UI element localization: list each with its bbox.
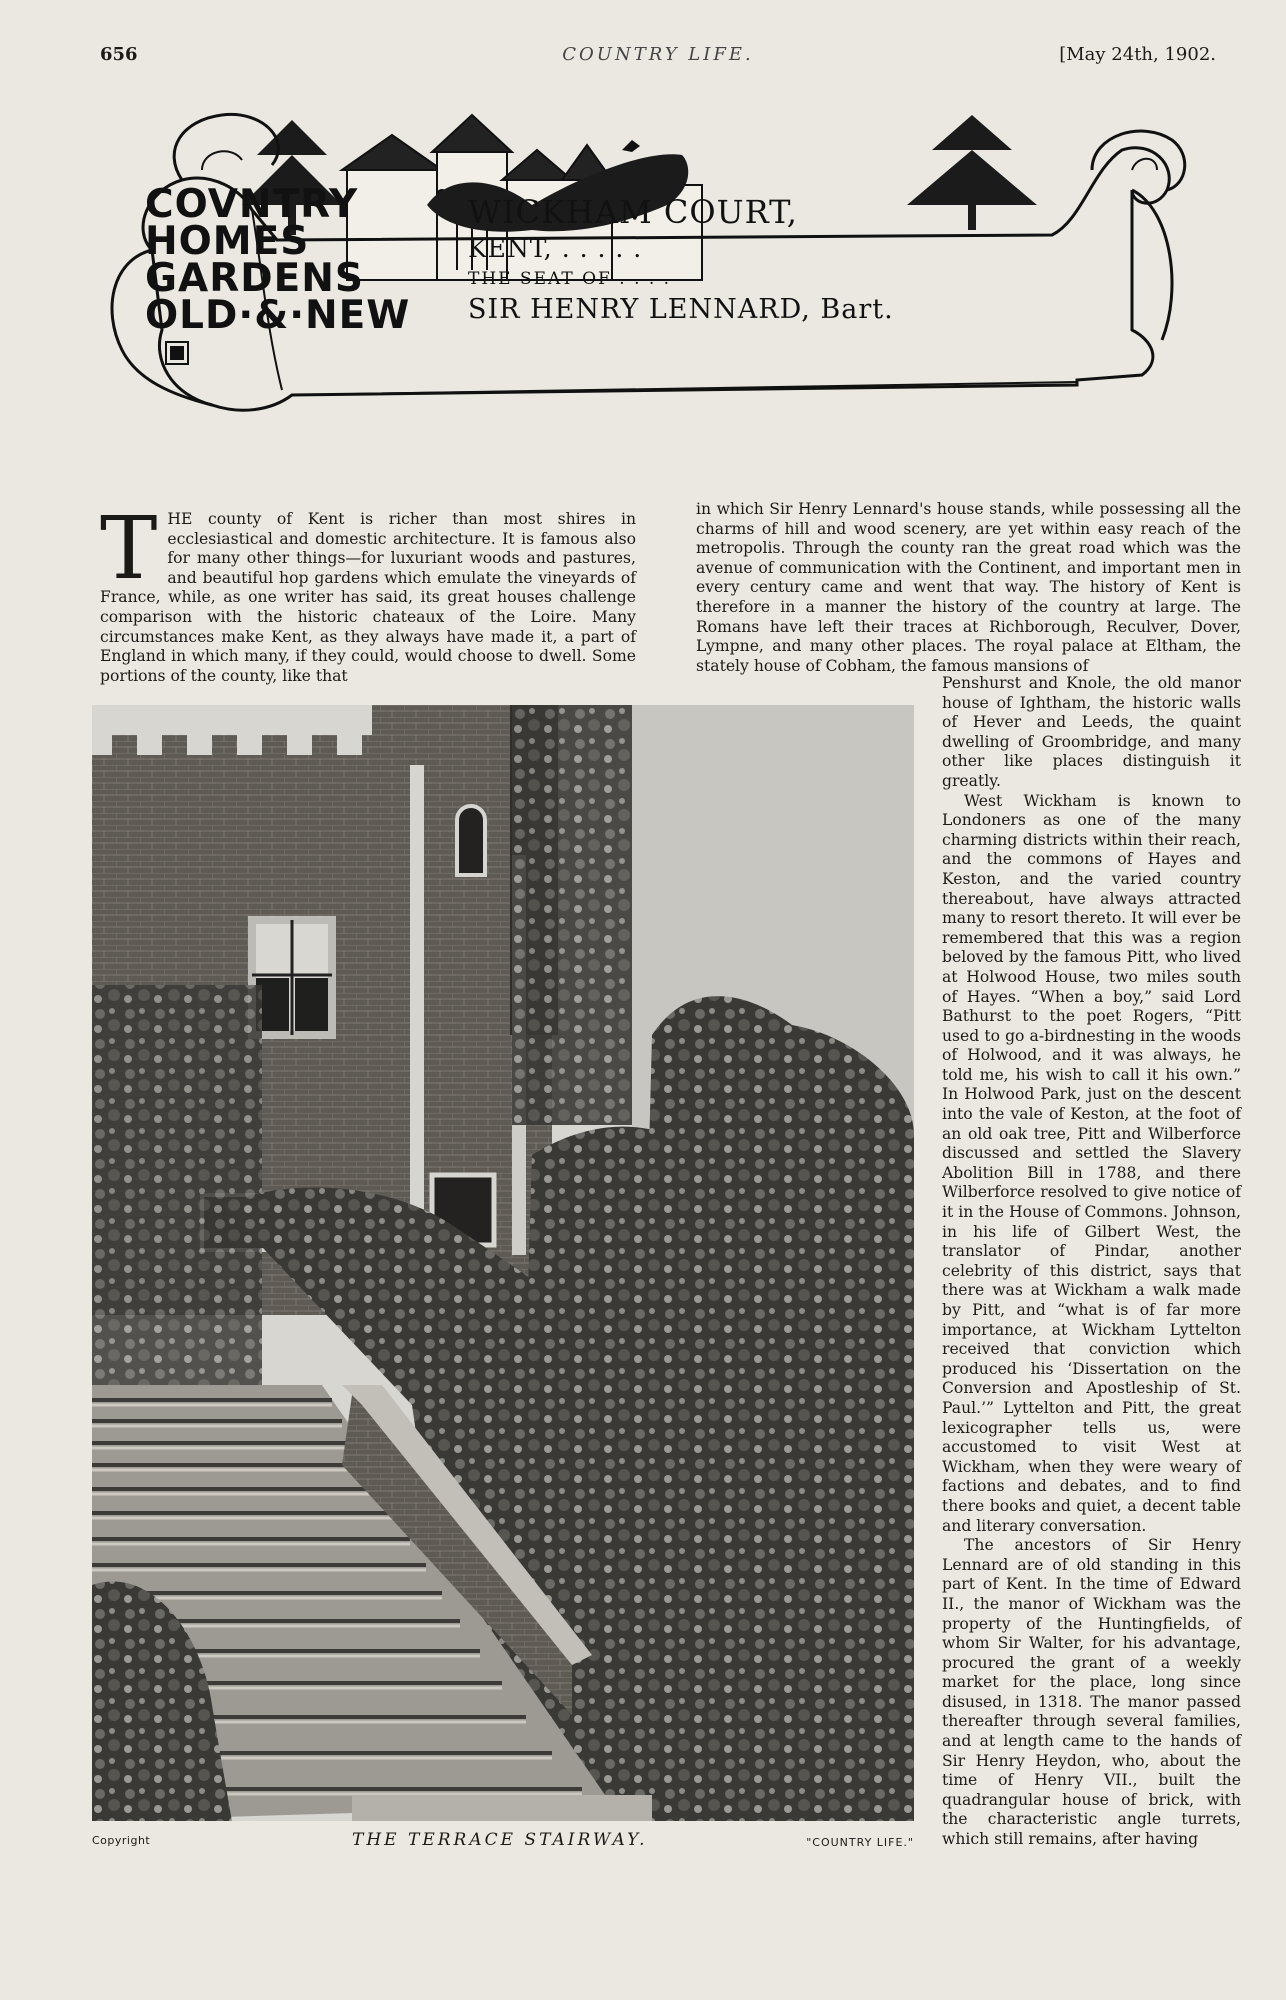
- magazine-title: COUNTRY LIFE.: [562, 44, 754, 65]
- paragraph: The ancestors of Sir Henry Lennard are of old standing in this part of Kent. In the time of Edward II., the manor of Wickham was the property of the Huntingfields, of whom Sir Walter, for his advantage, procured the grant of a weekly market for the place, long since disused, in 1318. The manor passed thereafter through several families, and at length came to the hands of Sir Henry Heydon, who, about the time of Henry VII., built the quadrangular house of brick, with the characteristic angle turrets, which still remains, after having: [942, 1536, 1241, 1849]
- paragraph: in which Sir Henry Lennard's house stands, while possessing all the charms of hill and wood scenery, are yet within easy reach of the metropolis. Through the county ran the great road which was the avenue of communication with the Continent, and important men in every century came and went that way. The history of Kent is therefore in a manner the history of the country at large. The Romans have left their traces at Richborough, Reculver, Dover, Lympne, and many other places. The royal palace at Eltham, the stately house of Cobham, the famous mansions of: [696, 500, 1241, 675]
- series-line: COVNTRY: [145, 182, 359, 227]
- photo-illustration: [92, 705, 914, 1821]
- paragraph: West Wickham is known to Londoners as one of the many charming districts within their reach, and the commons of Hayes and Keston, and the varied country thereabout, have always attracted many to resort thereto. It will ever be remembered that this was a region beloved by the famous Pitt, who lived at Holwood House, two miles south of Hayes. “When a boy,” said Lord Bathurst to the poet Rogers, “Pitt used to go a-birdnesting in the woods of Holwood, and it was always, he told me, his wish to call it his own.” In Holwood Park, just on the descent into the vale of Keston, at the foot of an old oak tree, Pitt and Wilberforce discussed and settled the Slavery Abolition Bill in 1788, and there Wilberforce resolved to give notice of it in the House of Commons. Johnson, in his life of Gilbert West, the translator of Pindar, another celebrity of this district, says that there was at Wickham a walk made by Pitt, and “what is of far more importance, at Wickham Lyttelton received that conviction which produced his ‘Dissertation on the Conversion and Apostleship of St. Paul.’” Lyttelton and Pitt, the great lexicographer tells us, were accustomed to visit West at Wickham, when they were weary of factions and debates, and to find there books and quiet, a decent table and literary conversation.: [942, 791, 1241, 1535]
- county: KENT, . . . . .: [468, 234, 643, 263]
- page-number: 656: [100, 44, 138, 65]
- terrace-stairway-photo: [92, 705, 914, 1821]
- house-name: WICKHAM COURT,: [468, 193, 798, 231]
- article-column-1: [100, 499, 636, 686]
- caption-title: THE TERRACE STAIRWAY.: [352, 1830, 648, 1850]
- series-line: GARDENS: [145, 256, 364, 301]
- owner-name: SIR HENRY LENNARD, Bart.: [468, 294, 894, 325]
- house-heading: [468, 192, 988, 328]
- photo-credit: "COUNTRY LIFE.": [806, 1836, 914, 1849]
- issue-date: [May 24th, 1902.: [1059, 44, 1216, 65]
- series-title: [145, 182, 415, 338]
- article-column-3: [942, 674, 1241, 1850]
- copyright-label: Copyright: [92, 1834, 151, 1847]
- seat-of-label: THE SEAT OF . . . .: [468, 269, 672, 289]
- running-head: [100, 44, 1216, 74]
- drop-cap: T: [100, 499, 158, 599]
- series-line: HOMES: [145, 219, 310, 264]
- photo-caption: [92, 1830, 914, 1858]
- paragraph: Penshurst and Knole, the old manor house of Ightham, the historic walls of Hever and Leeds, the quaint dwelling of Groombridge, and many other like places distinguish it greatly.: [942, 674, 1241, 790]
- article-column-2: [696, 500, 1241, 676]
- paragraph: HE county of Kent is richer than most shires in ecclesiastical and domestic architecture. It is famous also for many other things—for luxuriant woods and pastures, and beautiful hop gardens which emulate the vineyards of France, while, as one writer has said, its great houses challenge comparison with the historic chateaux of the Loire. Many circumstances make Kent, as they always have made it, a part of England in which many, if they could, would choose to dwell. Some portions of the county, like that: [100, 510, 636, 685]
- series-line: OLD·&·NEW: [145, 293, 411, 338]
